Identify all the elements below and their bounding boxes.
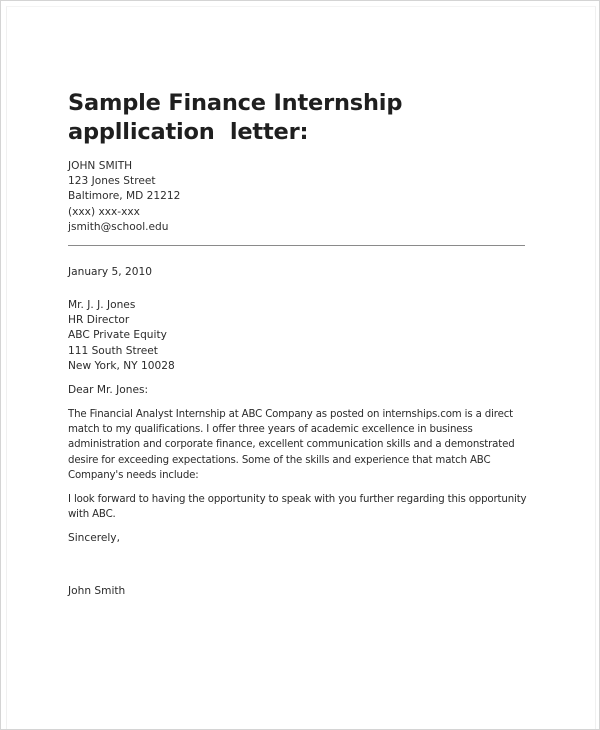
closing: Sincerely, bbox=[68, 532, 120, 545]
header-divider bbox=[68, 245, 525, 246]
salutation: Dear Mr. Jones: bbox=[68, 384, 149, 397]
body-paragraph-1: The Financial Analyst Internship at ABC Company as posted on internships.com is a direct match to my qualifications. I offer three years of academic excellence in business administration and corporate finance, excellent communication skills and a demonstrated desire for exceeding expectations. Some of the skills and experience that match ABC Company's needs include: bbox=[68, 409, 515, 481]
title-line-1: Sample Finance Internship bbox=[68, 90, 403, 116]
sender-city-state-zip: Baltimore, MD 21212 bbox=[68, 190, 181, 203]
recipient-street: 111 South Street bbox=[68, 344, 158, 357]
sender-name: JOHN SMITH bbox=[68, 160, 133, 172]
recipient-company: ABC Private Equity bbox=[68, 329, 167, 342]
title-line-2: appllication letter: bbox=[68, 119, 309, 145]
sender-phone: (xxx) xxx-xxx bbox=[68, 205, 140, 218]
recipient-name: Mr. J. J. Jones bbox=[68, 299, 136, 312]
recipient-title: HR Director bbox=[68, 314, 130, 327]
letter-date: January 5, 2010 bbox=[68, 266, 152, 279]
body-paragraph-2: I look forward to having the opportunity to speak with you further regarding this opportunity with ABC. bbox=[68, 494, 527, 521]
sender-email: jsmith@school.edu bbox=[68, 220, 169, 233]
sender-street: 123 Jones Street bbox=[68, 175, 156, 188]
signature-name: John Smith bbox=[68, 585, 126, 598]
sender-address-block bbox=[68, 159, 538, 235]
recipient-city-state-zip: New York, NY 10028 bbox=[68, 359, 175, 372]
page-title bbox=[68, 89, 538, 147]
letter-content bbox=[68, 89, 538, 599]
recipient-address-block bbox=[68, 298, 538, 374]
